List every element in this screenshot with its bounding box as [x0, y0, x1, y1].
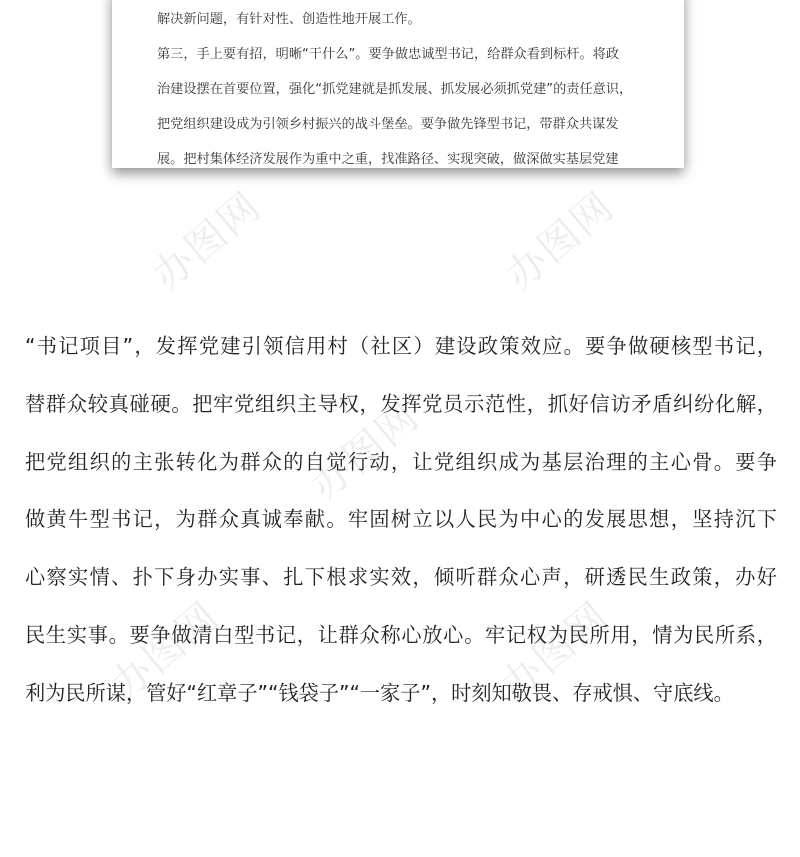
body-line-6: 民生实事。要争做清白型书记，让群众称心放心。牢记权为民所用，情为民所系， [25, 622, 777, 647]
document-preview-card [112, 0, 684, 168]
body-line-5: 心察实情、扑下身办实事、扎下根求实效，倾听群众心声，研透民生政策，办好 [25, 565, 777, 590]
document-preview-body [112, 0, 684, 168]
card-line-1: 解决新问题，有针对性、创造性地开展工作。 [157, 12, 421, 27]
main-body-text [25, 318, 777, 723]
card-line-3: 治建设摆在首要位置，强化“抓党建就是抓发展、抓发展必须抓党建”的责任意识， [157, 82, 633, 97]
watermark-text: 办图网 [302, 393, 429, 510]
body-line-1: “书记项目”，发挥党建引领信用村（社区）建设政策效应。要争做硬核型书记， [25, 334, 777, 358]
body-line-3: 把党组织的主张转化为群众的自觉行动，让党组织成为基层治理的主心骨。要争 [25, 449, 777, 474]
watermark-text: 办图网 [144, 183, 271, 300]
watermark-text: 办图网 [102, 593, 229, 710]
card-line-5: 展。把村集体经济发展作为重中之重，找准路径、实现突破，做深做实基层党建 [157, 152, 619, 167]
body-line-2: 替群众较真碰硬。把牢党组织主导权，发挥党员示范性，抓好信访矛盾纠纷化解， [25, 391, 777, 416]
card-line-4: 把党组织建设成为引领乡村振兴的战斗堡垒。要争做先锋型书记，带群众共谋发 [157, 117, 619, 132]
watermark-text: 办图网 [497, 183, 624, 300]
body-line-4: 做黄牛型书记，为群众真诚奉献。牢固树立以人民为中心的发展思想，坚持沉下 [25, 507, 777, 532]
body-line-7: 利为民所谋，管好“红章子”“钱袋子”“一家子”，时刻知敬畏、存戒惧、守底线。 [25, 680, 734, 705]
card-line-2: 第三，手上要有招，明晰“干什么”。要争做忠诚型书记，给群众看到标杆。将政 [157, 47, 620, 62]
watermark-text: 办图网 [492, 593, 619, 710]
